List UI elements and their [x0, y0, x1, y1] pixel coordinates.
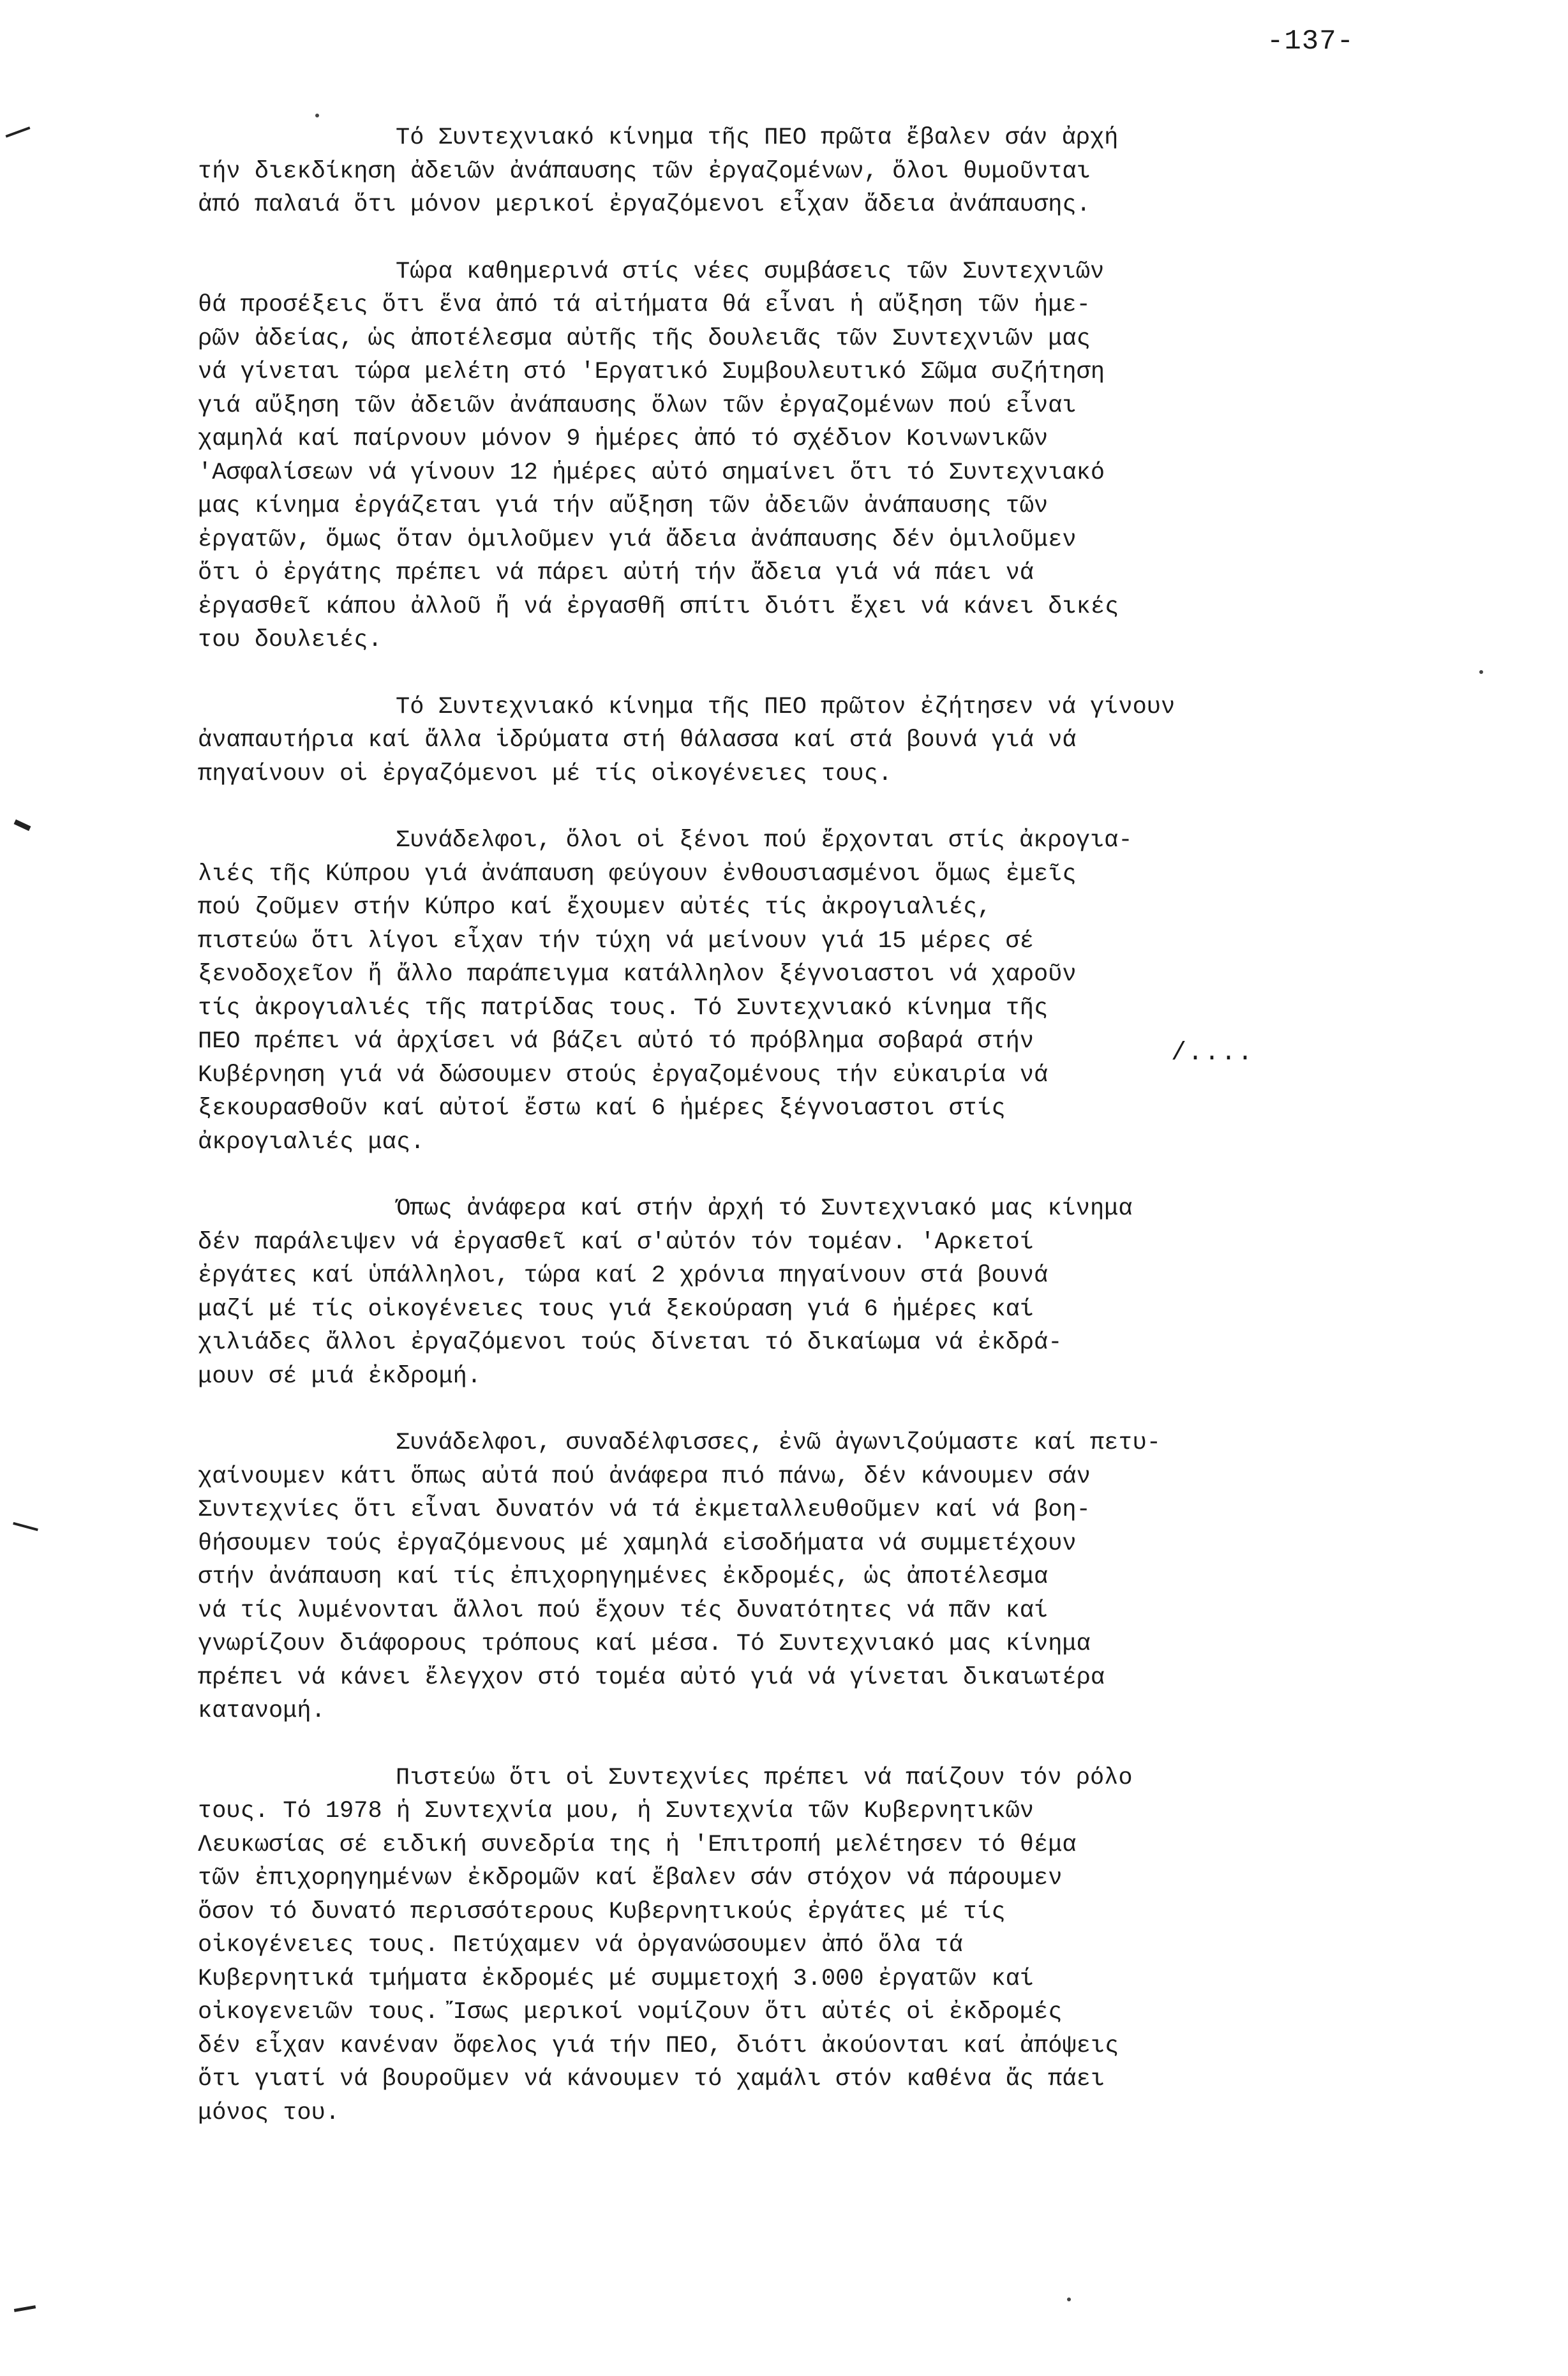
text-line: χιλιάδες ἄλλοι ἐργαζόμενοι τούς δίνεται τό δικαίωμα νά ἐκδρά- [198, 1329, 1063, 1356]
paragraph-3 [198, 691, 1449, 791]
text-line: του δουλειές. [198, 627, 382, 654]
scan-speck [315, 114, 319, 117]
text-line: ΠΕΟ πρέπει νά ἀρχίσει νά βάζει αὐτό τό πρόβλημα σοβαρά στήν [198, 1028, 1034, 1055]
text-line: ἐργάτες καί ὑπάλληλοι, τώρα καί 2 χρόνια πηγαίνουν στά βουνά [198, 1262, 1049, 1289]
text-line: ὅτι γιατί νά βουροῦμεν νά κάνουμεν τό χαμάλι στόν καθένα ἄς πάει [198, 2066, 1105, 2093]
text-line: νά τίς λυμένονται ἄλλοι πού ἔχουν τές δυνατότητες νά πᾶν καί [198, 1597, 1049, 1624]
paragraph-6 [198, 1426, 1449, 1728]
text-line: μαζί μέ τίς οἰκογένειες τους γιά ξεκούραση γιά 6 ἡμέρες καί [198, 1296, 1034, 1323]
binding-hole-mark [13, 1522, 38, 1531]
text-line: ἀναπαυτήρια καί ἄλλα ἱδρύματα στή θάλασσα καί στά βουνά γιά νά [198, 727, 1077, 754]
text-line: θήσουμεν τούς ἐργαζόμενους μέ χαμηλά εἰσοδήματα νά συμμετέχουν [198, 1530, 1077, 1557]
text-line: ξενοδοχεῖον ἤ ἄλλο παράπειγμα κατάλληλον ξέγνοιαστοι νά χαροῦν [198, 961, 1077, 988]
binding-hole-mark [14, 819, 31, 831]
text-line: πηγαίνουν οἱ ἐργαζόμενοι μέ τίς οἰκογένειες τους. [198, 760, 892, 788]
text-line: Συνάδελφοι, συναδέλφισσες, ἐνῶ ἀγωνιζούμαστε καί πετυ- [396, 1430, 1161, 1456]
text-line: ἐργατῶν, ὅμως ὅταν ὁμιλοῦμεν γιά ἄδεια ἀνάπαυσης δέν ὁμιλοῦμεν [198, 526, 1077, 553]
text-line: 'Ασφαλίσεων νά γίνουν 12 ἡμέρες αὐτό σημαίνει ὅτι τό Συντεχνιακό [198, 459, 1105, 486]
text-line: δέν παράλειψεν νά ἐργασθεῖ καί σ'αὐτόν τόν τομέαν. 'Αρκετοί [198, 1229, 1034, 1256]
continuation-mark: /.... [1171, 1039, 1255, 1068]
text-line: στήν ἀνάπαυση καί τίς ἐπιχορηγημένες ἐκδρομές, ὡς ἀποτέλεσμα [198, 1564, 1049, 1590]
paragraph-4 [198, 824, 1449, 1159]
text-line: οἰκογενειῶν τους. Ἴσως μερικοί νομίζουν ὅτι αὐτές οἱ ἐκδρομές [198, 1999, 1063, 2026]
paragraph-1 [198, 121, 1449, 222]
binding-hole-mark [14, 2305, 36, 2312]
text-line: τῶν ἐπιχορηγημένων ἐκδρομῶν καί ἔβαλεν σάν στόχον νά πάρουμεν [198, 1865, 1063, 1892]
text-line: Κυβερνητικά τμήματα ἐκδρομές μέ συμμετοχή 3.000 ἐργατῶν καί [198, 1965, 1034, 1992]
body-text [198, 121, 1449, 2163]
text-line: μουν σέ μιά ἐκδρομή. [198, 1363, 482, 1390]
text-line: πρέπει νά κάνει ἔλεγχον στό τομέα αὐτό γιά νά γίνεται δικαιωτέρα [198, 1664, 1105, 1691]
text-line: ἐργασθεῖ κάπου ἀλλοῦ ἤ νά ἐργασθῆ σπίτι διότι ἔχει νά κάνει δικές [198, 593, 1119, 620]
text-line: τίς ἀκρογιαλιές τῆς πατρίδας τους. Τό Συντεχνιακό κίνημα τῆς [198, 994, 1049, 1022]
text-line: Συνάδελφοι, ὅλοι οἱ ξένοι πού ἔρχονται στίς ἀκρογια- [396, 827, 1133, 854]
text-line: Τό Συντεχνιακό κίνημα τῆς ΠΕΟ πρῶτα ἔβαλεν σάν ἀρχή [396, 124, 1119, 151]
text-line: ὅσον τό δυνατό περισσότερους Κυβερνητικούς ἐργάτες μέ τίς [198, 1898, 1006, 1925]
text-line: ξεκουρασθοῦν καί αὐτοί ἔστω καί 6 ἡμέρες ξέγνοιαστοι στίς [198, 1095, 1006, 1122]
text-line: χαμηλά καί παίρνουν μόνον 9 ἡμέρες ἀπό τό σχέδιον Κοινωνικῶν [198, 426, 1049, 452]
text-line: γνωρίζουν διάφορους τρόπους καί μέσα. Τό Συντεχνιακό μας κίνημα [198, 1631, 1091, 1657]
text-line: ρῶν ἀδείας, ὡς ἀποτέλεσμα αὐτῆς τῆς δουλειᾶς τῶν Συντεχνιῶν μας [198, 325, 1091, 352]
text-line: χαίνουμεν κάτι ὅπως αὐτά πού ἀνάφερα πιό πάνω, δέν κάνουμεν σάν [198, 1463, 1091, 1490]
text-line: ὅτι ὁ ἐργάτης πρέπει νά πάρει αὐτή τήν ἄδεια γιά νά πάει νά [198, 560, 1034, 587]
page-number: -137- [1267, 26, 1355, 57]
paragraph-5 [198, 1192, 1449, 1393]
binding-hole-mark [6, 126, 31, 137]
text-line: θά προσέξεις ὅτι ἕνα ἀπό τά αἰτήματα θά εἶναι ἡ αὔξηση τῶν ἡμε- [198, 292, 1091, 318]
text-line: Όπως ἀνάφερα καί στήν ἀρχή τό Συντεχνιακό μας κίνημα [396, 1195, 1133, 1222]
text-line: Πιστεύω ὅτι οἱ Συντεχνίες πρέπει νά παίζουν τόν ρόλο [396, 1764, 1133, 1791]
text-line: γιά αὔξηση τῶν ἀδειῶν ἀνάπαυσης ὅλων τῶν ἐργαζομένων πού εἶναι [198, 392, 1077, 419]
text-line: Τό Συντεχνιακό κίνημα τῆς ΠΕΟ πρῶτον ἐζήτησεν νά γίνουν [396, 693, 1176, 721]
text-line: ἀπό παλαιά ὅτι μόνον μερικοί ἐργαζόμενοι εἶχαν ἄδεια ἀνάπαυσης. [198, 191, 1091, 218]
paragraph-7 [198, 1761, 1449, 2130]
text-line: δέν εἶχαν κανέναν ὄφελος γιά τήν ΠΕΟ, διότι ἀκούονται καί ἀπόψεις [198, 2032, 1119, 2059]
text-line: λιές τῆς Κύπρου γιά ἀνάπαυση φεύγουν ἐνθουσιασμένοι ὅμως ἐμεῖς [198, 860, 1077, 888]
text-line: νά γίνεται τώρα μελέτη στό 'Εργατικό Συμβουλευτικό Σῶμα συζήτηση [198, 359, 1105, 385]
text-line: πού ζοῦμεν στήν Κύπρο καί ἔχουμεν αὐτές τίς ἀκρογιαλιές, [198, 894, 992, 921]
text-line: Τώρα καθημερινά στίς νέες συμβάσεις τῶν Συντεχνιῶν [396, 258, 1105, 285]
scan-speck [1479, 670, 1483, 674]
text-line: πιστεύω ὅτι λίγοι εἶχαν τήν τύχη νά μείνουν γιά 15 μέρες σέ [198, 927, 1034, 955]
text-line: μόνος του. [198, 2099, 340, 2126]
scan-speck [1067, 2298, 1071, 2301]
text-line: οἰκογένειες τους. Πετύχαμεν νά ὀργανώσουμεν ἀπό ὅλα τά [198, 1932, 963, 1959]
text-line: τήν διεκδίκηση ἀδειῶν ἀνάπαυσης τῶν ἐργαζομένων, ὅλοι θυμοῦνται [198, 158, 1091, 185]
paragraph-2 [198, 255, 1449, 657]
text-line: τους. Τό 1978 ἡ Συντεχνία μου, ἡ Συντεχνία τῶν Κυβερνητικῶν [198, 1798, 1034, 1825]
text-line: κατανομή. [198, 1698, 325, 1724]
text-line: Λευκωσίας σέ ειδική συνεδρία της ἡ 'Επιτροπή μελέτησεν τό θέμα [198, 1831, 1077, 1858]
text-line: μας κίνημα ἐργάζεται γιά τήν αὔξηση τῶν ἀδειῶν ἀνάπαυσης τῶν [198, 493, 1049, 519]
text-line: Κυβέρνηση γιά νά δώσουμεν στούς ἐργαζομένους τήν εὐκαιρία νά [198, 1061, 1049, 1089]
text-line: Συντεχνίες ὅτι εἶναι δυνατόν νά τά ἐκμεταλλευθοῦμεν καί νά βοη- [198, 1497, 1091, 1523]
text-line: ἀκρογιαλιές μας. [198, 1128, 425, 1156]
